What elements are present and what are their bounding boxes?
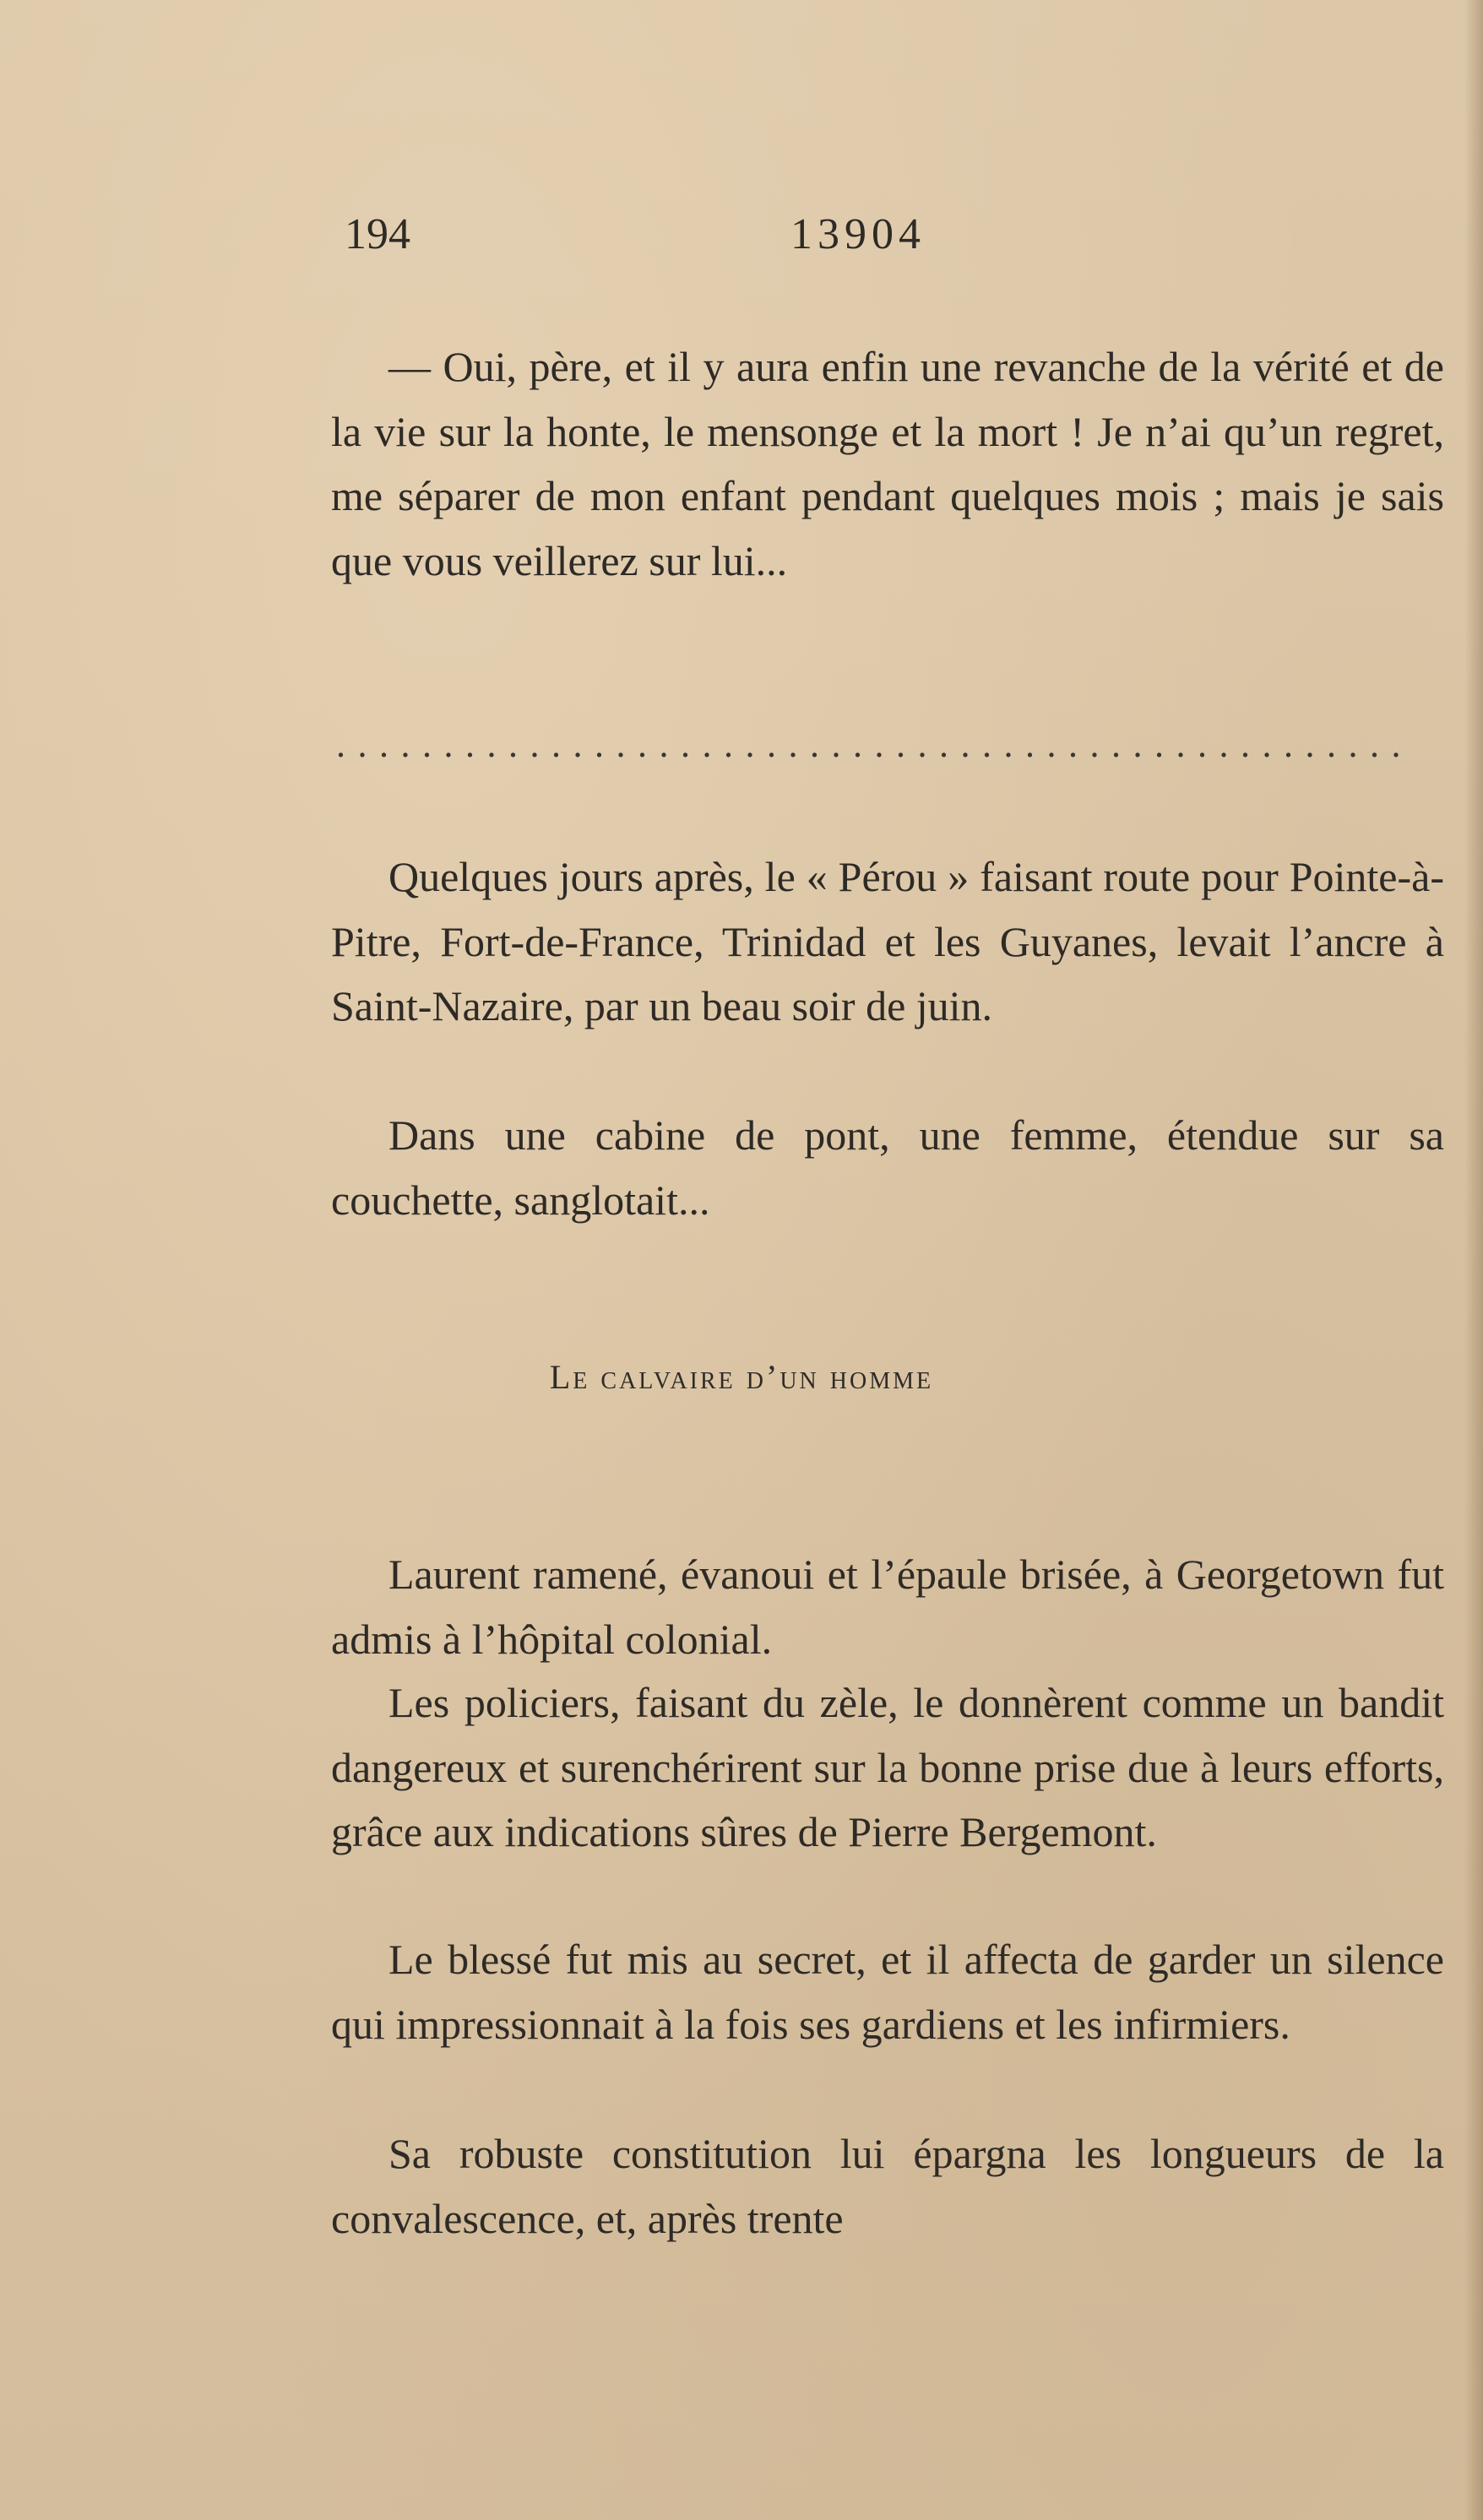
paragraph-departure: Quelques jours après, le « Pérou » faisant route pour Pointe-à-Pitre, Fort-de-France, Trinidad et les Guyanes, levait l’ancre à Saint-Nazaire, par un beau soir de juin. <box>331 853 1444 1029</box>
paragraph-cabin: Dans une cabine de pont, une femme, étendue sur sa couchette, sanglotait... <box>331 1111 1444 1224</box>
running-head <box>345 209 1392 260</box>
page-number: 194 <box>345 210 410 258</box>
section-separator: .................................................. <box>336 724 1413 765</box>
paragraph-constitution: Sa robuste constitution lui épargna les longueurs de la convalescence, et, après trente <box>331 2130 1444 2242</box>
paragraph-blesse: Le blessé fut mis au secret, et il affecta de garder un silence qui impressionnait à la fois ses gardiens et les infirmiers. <box>331 1936 1444 2048</box>
paragraph-laurent: Laurent ramené, évanoui et l’épaule brisée, à Georgetown fut admis à l’hôpital colonial. <box>331 1551 1444 1663</box>
paragraph-dialogue: — Oui, père, et il y aura enfin une revanche de la vérité et de la vie sur la honte, le mensonge et la mort ! Je n’ai qu’un regret, me séparer de mon enfant pendant quelques mois ; mais je sais que vous veillerez sur lui... <box>331 343 1444 584</box>
page-edge-shadow <box>1464 0 1483 2520</box>
paragraph-policiers: Les policiers, faisant du zèle, le donnèrent comme un bandit dangereux et surenchérirent sur la bonne prise due à leurs efforts, grâce aux indications sûres de Pierre Bergemont. <box>331 1679 1444 1855</box>
volume-number: 13904 <box>790 210 926 258</box>
chapter-title: Le calvaire d’un homme <box>549 1358 934 1396</box>
